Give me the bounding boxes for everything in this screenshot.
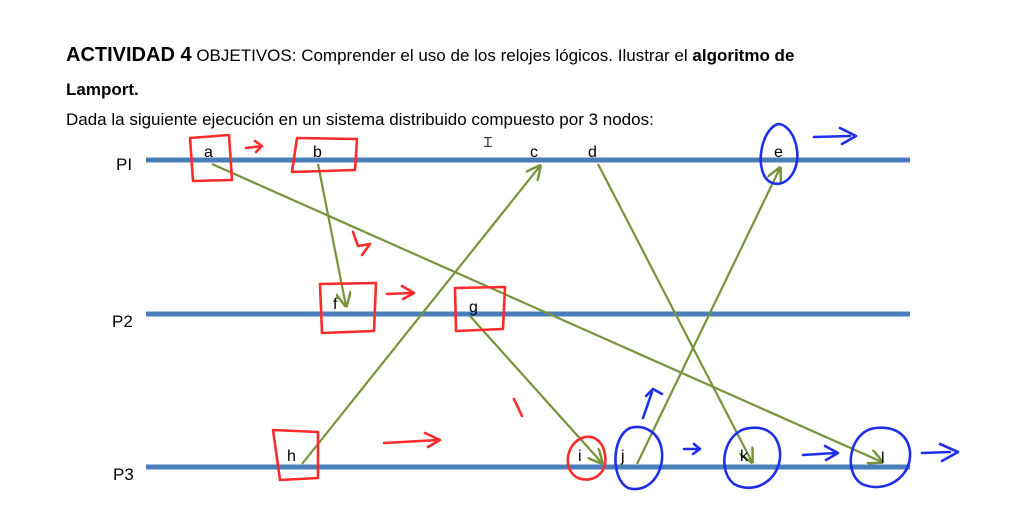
blue-circle-k: [724, 428, 780, 488]
event-label-h: h: [287, 448, 296, 465]
red-annotations: [190, 135, 605, 480]
algorithm-bold: algoritmo de: [692, 46, 795, 65]
event-label-l: l: [881, 450, 885, 467]
red-tick-b-f: [353, 232, 370, 255]
lamport-period: .: [134, 80, 139, 99]
blue-arrow-e-out: [814, 128, 856, 144]
text-cursor-icon: Ɪ: [484, 135, 492, 151]
red-box-g: [455, 287, 505, 331]
event-label-k: k: [740, 448, 748, 465]
blue-arrow-l-out: [922, 444, 958, 461]
red-box-f: [320, 283, 376, 333]
event-label-f: f: [333, 296, 338, 313]
red-arrow-f-g: [387, 286, 414, 299]
blue-annotations: [615, 124, 958, 489]
intro-text: Dada la siguiente ejecución en un sistema distribuido compuesto por 3 nodos:: [66, 110, 654, 129]
event-label-e: e: [774, 144, 783, 161]
red-arrow-h-i: [384, 433, 440, 447]
event-label-d: d: [588, 144, 597, 161]
red-tick-g-i: [514, 399, 522, 416]
blue-arrow-j-up: [643, 389, 662, 418]
red-box-b: [292, 138, 357, 172]
blue-arrow-k-l: [803, 446, 838, 460]
event-label-b: b: [313, 144, 322, 161]
event-label-a: a: [204, 144, 213, 161]
message-g-i: [470, 316, 602, 463]
lamport-word: Lamport: [66, 80, 134, 99]
objectives-prefix: OBJETIVOS:: [196, 46, 297, 65]
activity-number: ACTIVIDAD 4: [66, 44, 192, 66]
process-label-p2: P2: [112, 312, 133, 331]
process-label-p3: P3: [113, 465, 134, 484]
red-circle-i: [568, 437, 606, 480]
event-label-j: j: [621, 448, 625, 465]
red-arrow-a-b: [246, 141, 262, 152]
event-label-i: i: [578, 448, 582, 465]
blue-arrow-j-k: [684, 444, 700, 454]
objectives-text: Comprender el uso de los relojes lógicos. Ilustrar el: [301, 46, 688, 65]
event-label-c: c: [530, 144, 538, 161]
event-label-g: g: [469, 299, 478, 316]
process-label-p1: PI: [116, 155, 133, 174]
